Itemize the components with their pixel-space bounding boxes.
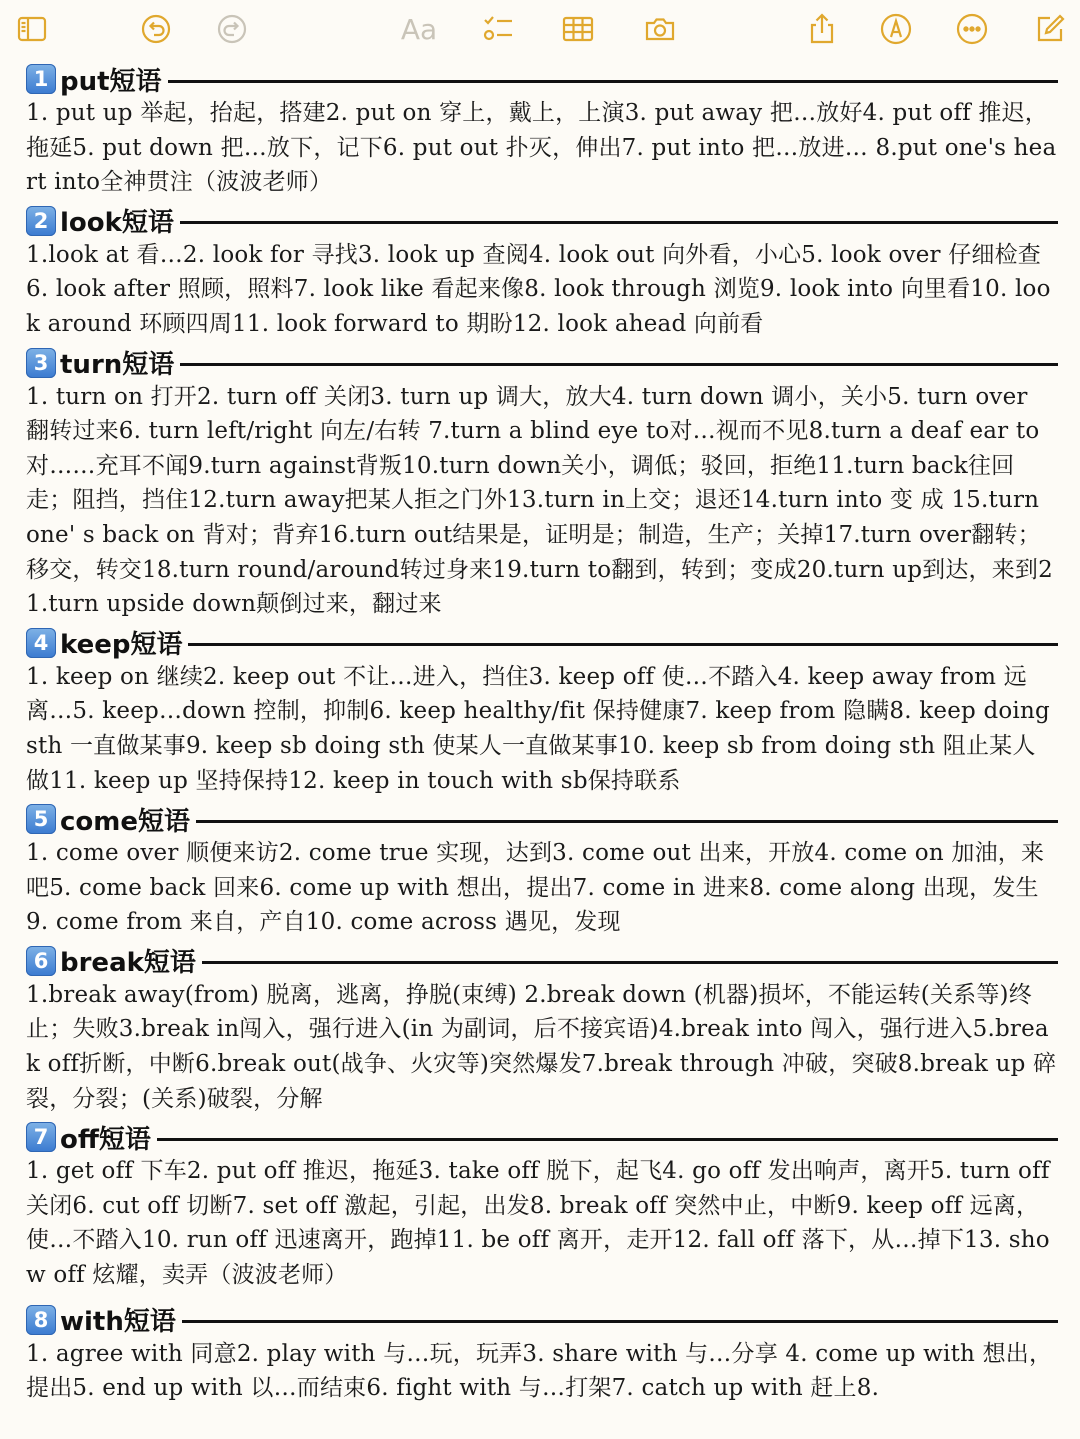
number-badge: 2 [26, 206, 56, 236]
section-look [0, 204, 1080, 342]
number-badge: 5 [26, 804, 56, 834]
section-title: off短语 [60, 1124, 151, 1155]
section-heading [26, 626, 1058, 660]
heading-rule [180, 363, 1058, 366]
section-turn [0, 346, 1080, 622]
share-icon[interactable] [802, 10, 842, 48]
format-icon[interactable] [396, 10, 442, 48]
section-keep [0, 626, 1080, 798]
table-icon[interactable] [558, 10, 598, 48]
heading-rule [180, 221, 1058, 224]
redo-icon[interactable] [212, 10, 252, 48]
section-heading [26, 62, 1058, 96]
section-body: 1. turn on 打开2. turn off 关闭3. turn up 调大，放大4. turn down 调小，关小5. turn over 翻转过来6. turn left/right 向左/右转 7.turn a blind eye to对…视而不见8.turn a deaf ear to对……充耳不闻9.turn against背叛10.turn down关小，调低；驳回，拒绝11.turn back往回走；阻挡，挡住12.turn away把某人拒之门外13.turn in上交；退还14.turn into 变 成 15.turn one' s back on 背对；背弃16.turn out结果是，证明是；制造，生产；关掉17.turn over翻转；移交，转交18.turn round/around转过身来19.turn to翻到，转到；变成20.turn up到达，来到21.turn upside down颠倒过来，翻过来 [26, 383, 1053, 618]
section-title: look短语 [60, 208, 174, 239]
section-body: 1.break away(from) 脱离，逃离，挣脱(束缚) 2.break down (机器)损坏，不能运转(关系等)终止；失败3.break in闯入，强行进入(in 为副词，后不接宾语)4.break into 闯入，强行进入5.break off折断，中断6.break out(战争、火灾等)突然爆发7.break through 冲破，突破8.break up 碎裂，分裂；(关系)破裂，分解 [26, 981, 1057, 1112]
section-heading [26, 346, 1058, 380]
number-badge: 1 [26, 64, 56, 94]
section-heading [26, 1303, 1058, 1337]
note-content[interactable] [0, 58, 1080, 1439]
section-title: with短语 [60, 1307, 176, 1338]
section-title: turn短语 [60, 350, 175, 381]
sidebar-icon[interactable] [12, 10, 52, 48]
section-body: 1.look at 看…2. look for 寻找3. look up 查阅4. look out 向外看，小心5. look over 仔细检查6. look after 照顾，照料7. look like 看起来像8. look through 浏览9. look into 向里看10. look around 环顾四周11. look forward to 期盼12. look ahead 向前看 [26, 241, 1051, 337]
section-title: keep短语 [60, 630, 183, 661]
number-badge: 4 [26, 628, 56, 658]
section-break [0, 944, 1080, 1116]
camera-icon[interactable] [640, 10, 680, 48]
number-badge: 3 [26, 348, 56, 378]
heading-rule [168, 80, 1058, 83]
section-heading [26, 204, 1058, 238]
compose-icon[interactable] [1030, 10, 1070, 48]
markup-icon[interactable] [876, 10, 916, 48]
section-body: 1. come over 顺便来访2. come true 实现，达到3. come out 出来，开放4. come on 加油，来吧5. come back 回来6. come up with 想出，提出7. come in 进来8. come along 出现，发生9. come from 来自，产自10. come across 遇见，发现 [26, 840, 1045, 936]
section-body: 1. get off 下车2. put off 推迟，拖延3. take off 脱下，起飞4. go off 发出响声，离开5. turn off 关闭6. cut off 切断7. set off 激起，引起，出发8. break off 突然中止，中断9. keep off 远离，使…不踏入10. run off 迅速离开，跑掉11. be off 离开，走开12. fall off 落下，从…掉下13. show off 炫耀，卖弄（波波老师） [26, 1158, 1050, 1289]
section-title: put短语 [60, 66, 162, 97]
section-title: break短语 [60, 948, 196, 979]
section-body: 1. keep on 继续2. keep out 不让…进入，挡住3. keep off 使…不踏入4. keep away from 远离…5. keep…down 控制，抑制6. keep healthy/fit 保持健康7. keep from 隐瞒8. keep doing sth 一直做某事9. keep sb doing sth 使某人一直做某事10. keep sb from doing sth 阻止某人做11. keep up 坚持保持12. keep in touch with sb保持联系 [26, 663, 1050, 794]
number-badge: 6 [26, 946, 56, 976]
heading-rule [157, 1138, 1058, 1141]
section-body: 1. agree with 同意2. play with 与…玩，玩弄3. share with 与…分享 4. come up with 想出，提出5. end up with 以…而结束6. fight with 与…打架7. catch up with 赶上8. [26, 1340, 1053, 1402]
section-heading [26, 944, 1058, 978]
section-heading [26, 1120, 1058, 1154]
heading-rule [196, 820, 1058, 823]
section-body: 1. put up 举起，抬起，搭建2. put on 穿上，戴上，上演3. put away 把…放好4. put off 推迟，拖延5. put down 把…放下，记下6. put out 扑灭，伸出7. put into 把…放进… 8.put one's heart into全神贯注（波波老师） [26, 100, 1057, 196]
section-heading [26, 802, 1058, 836]
section-come [0, 802, 1080, 940]
heading-rule [182, 1320, 1058, 1323]
section-title: come短语 [60, 806, 191, 837]
undo-icon[interactable] [136, 10, 176, 48]
notes-toolbar [0, 0, 1080, 58]
number-badge: 7 [26, 1122, 56, 1152]
heading-rule [188, 643, 1058, 646]
section-off [0, 1120, 1080, 1292]
format-label: Aa [400, 12, 438, 46]
number-badge: 8 [26, 1305, 56, 1335]
section-put [0, 62, 1080, 200]
section-with [0, 1303, 1080, 1406]
more-icon[interactable] [952, 10, 992, 48]
checklist-icon[interactable] [478, 10, 518, 48]
heading-rule [202, 961, 1058, 964]
